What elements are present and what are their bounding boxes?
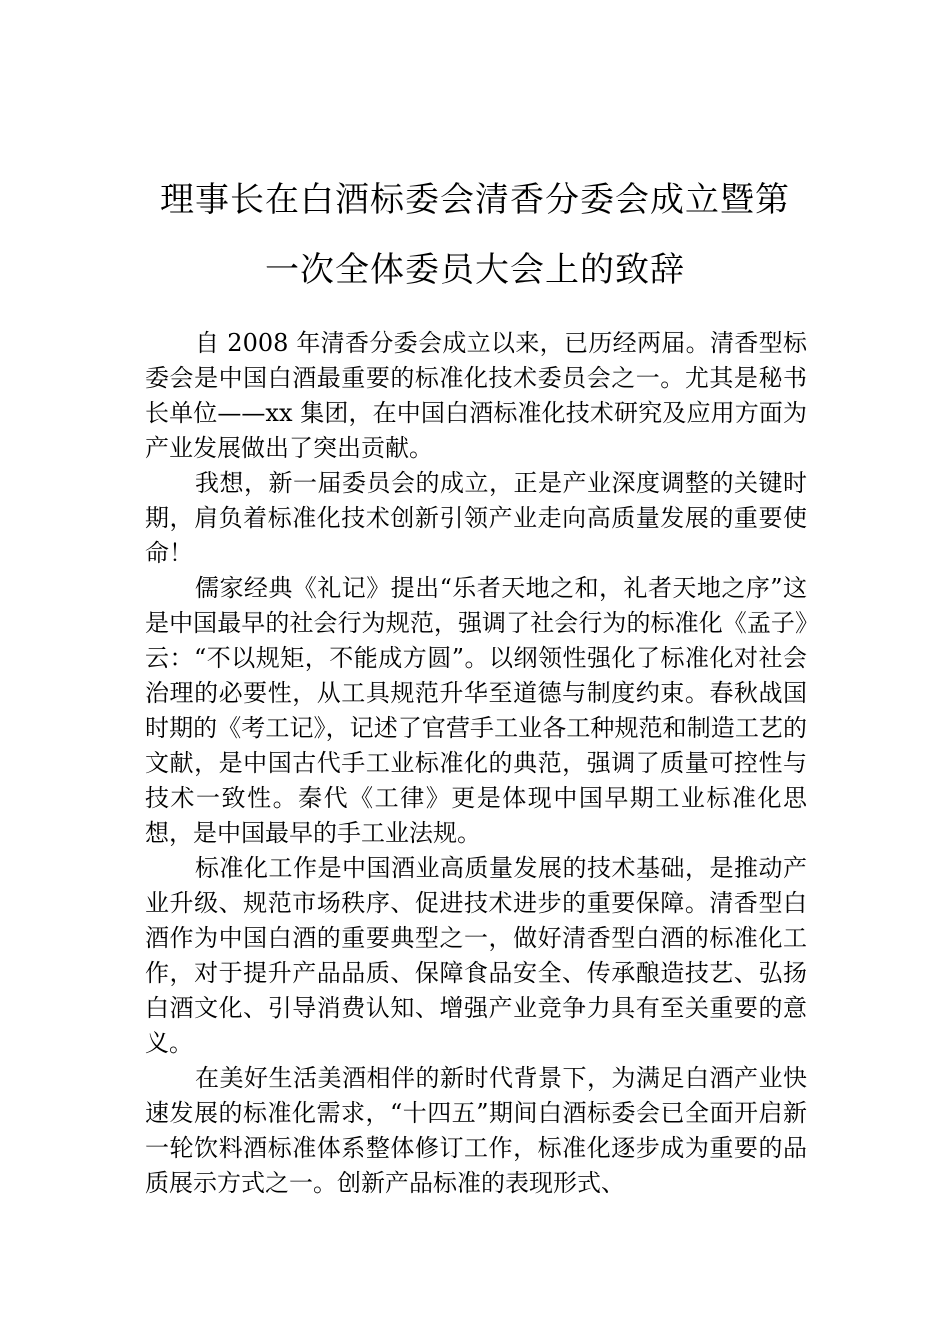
document-body (145, 326, 807, 1201)
paragraph-5: 在美好生活美酒相伴的新时代背景下，为满足白酒产业快速发展的标准化需求，“十四五”期间白酒标委会已全面开启新一轮饮料酒标准体系整体修订工作，标准化逐步成为重要的品质展示方式之一。创新产品标准的表现形式、 (145, 1064, 807, 1197)
paragraph-2: 我想，新一届委员会的成立，正是产业深度调整的关键时期，肩负着标准化技术创新引领产业走向高质量发展的重要使命！ (145, 469, 807, 567)
title-line-2: 一次全体委员大会上的致辞 (265, 250, 685, 290)
paragraph-3: 儒家经典《礼记》提出“乐者天地之和，礼者天地之序”这是中国最早的社会行为规范，强调了社会行为的标准化《孟子》云：“不以规矩，不能成方圆”。以纲领性强化了标准化对社会治理的必要性，从工具规范升华至道德与制度约束。春秋战国时期的《考工记》，记述了官营手工业各工种规范和制造工艺的文献，是中国古代手工业标准化的典范，强调了质量可控性与技术一致性。秦代《工律》更是体现中国早期工业标准化思想，是中国最早的手工业法规。 (145, 574, 807, 847)
title-line-1: 理事长在白酒标委会清香分委会成立暨第 (160, 180, 790, 220)
paragraph-1: 自 2008 年清香分委会成立以来，已历经两届。清香型标委会是中国白酒最重要的标准化技术委员会之一。尤其是秘书长单位——xx 集团，在中国白酒标准化技术研究及应用方面为产业发展做出了突出贡献。 (145, 329, 807, 462)
document-title (120, 165, 830, 305)
paragraph-4: 标准化工作是中国酒业高质量发展的技术基础，是推动产业升级、规范市场秩序、促进技术进步的重要保障。清香型白酒作为中国白酒的重要典型之一，做好清香型白酒的标准化工作，对于提升产品品质、保障食品安全、传承酿造技艺、弘扬白酒文化、引导消费认知、增强产业竞争力具有至关重要的意义。 (145, 854, 807, 1057)
